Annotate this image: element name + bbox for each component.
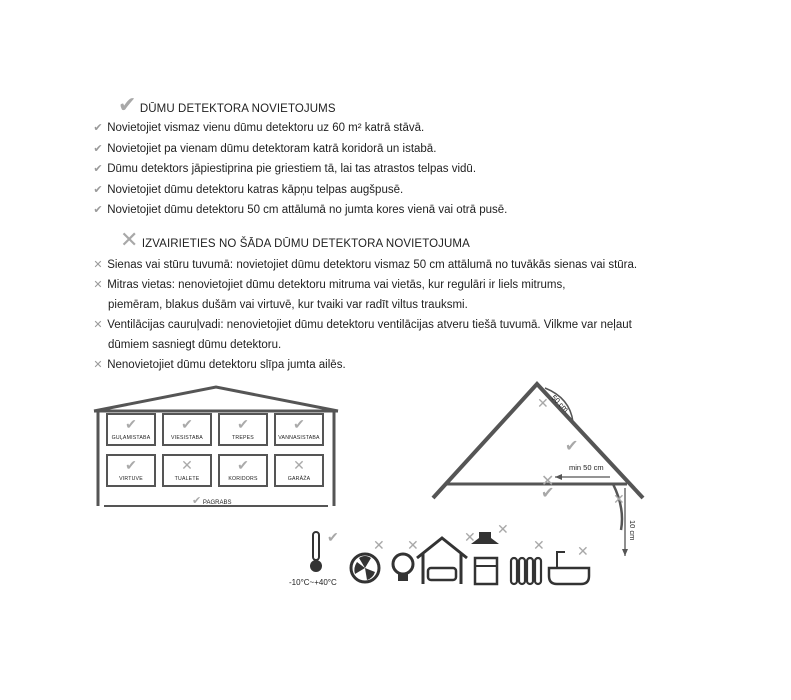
svg-text:✕: ✕ bbox=[613, 491, 625, 507]
cross-icon: ✕ bbox=[120, 227, 139, 252]
room-label: GUĻAMISTABA bbox=[111, 435, 151, 441]
list-item bbox=[92, 121, 507, 142]
basement-text: PAGRABS bbox=[202, 500, 232, 506]
basement-label bbox=[192, 494, 231, 507]
avoid-item-text: Nenovietojiet dūmu detektoru slīpa jumta ailēs. bbox=[107, 359, 346, 371]
cross-icon: ✕ bbox=[93, 359, 103, 371]
list-item bbox=[92, 203, 507, 224]
avoid-item-text: Mitras vietas: nenovietojiet dūmu detektoru mitruma vai vietās, kur regulāri ir liels mitrums, bbox=[107, 279, 566, 291]
check-icon: ✔ bbox=[192, 495, 202, 507]
check-icon: ✔ bbox=[237, 457, 249, 473]
list-item-continuation bbox=[92, 298, 637, 318]
avoid-list bbox=[92, 258, 637, 378]
check-icon: ✔ bbox=[93, 183, 103, 196]
placement-item-text: Novietojiet dūmu detektoru 50 cm attālumā no jumta kores vienā vai otrā pusē. bbox=[107, 204, 508, 216]
cross-icon: ✕ bbox=[181, 457, 193, 473]
cross-icon: ✕ bbox=[293, 457, 305, 473]
room-label: TUALETE bbox=[174, 476, 200, 482]
list-item bbox=[92, 258, 637, 278]
ridge-distance-label: 50 cm bbox=[549, 393, 571, 414]
placement-item-text: Novietojiet vismaz vienu dūmu detektoru uz 60 m² katrā stāvā. bbox=[107, 122, 425, 134]
svg-text:✕: ✕ bbox=[537, 395, 549, 411]
placement-heading bbox=[118, 92, 336, 117]
list-item bbox=[92, 278, 637, 298]
check-icon: ✔ bbox=[237, 416, 249, 432]
check-icon: ✔ bbox=[93, 122, 103, 134]
garage-icon bbox=[417, 529, 476, 584]
temperature-range-label: -10°C~+40°C bbox=[289, 578, 337, 587]
svg-text:✕: ✕ bbox=[497, 522, 509, 537]
check-icon: ✔ bbox=[118, 92, 137, 117]
thermometer-icon bbox=[310, 529, 339, 572]
placement-title: DŪMU DETEKTORA NOVIETOJUMS bbox=[139, 103, 336, 115]
avoid-item-text: dūmiem sasniegt dūmu detektoru. bbox=[108, 339, 282, 351]
placement-item-text: Novietojiet pa vienam dūmu detektoram katrā koridorā un istabā. bbox=[107, 142, 437, 155]
svg-text:✕: ✕ bbox=[541, 473, 555, 490]
cross-icon: ✕ bbox=[93, 279, 103, 291]
check-icon: ✔ bbox=[93, 142, 103, 155]
cross-icon: ✕ bbox=[93, 259, 103, 271]
avoid-item-text: Sienas vai stūru tuvumā: novietojiet dūmu detektoru vismaz 50 cm attālumā no tuvākās sienas vai stūra. bbox=[107, 259, 638, 271]
svg-text:✕: ✕ bbox=[464, 529, 476, 545]
check-icon: ✔ bbox=[125, 457, 137, 473]
svg-text:✔: ✔ bbox=[541, 485, 555, 502]
check-icon: ✔ bbox=[125, 416, 137, 432]
room-bathroom bbox=[274, 413, 324, 446]
avoid-item-text: piemēram, blakus dušām vai virtuvē, kur tvaiki var radīt viltus trauksmi. bbox=[108, 299, 468, 311]
list-item bbox=[92, 358, 637, 378]
placement-item-text: Novietojiet dūmu detektoru katras kāpņu telpas augšpusē. bbox=[107, 183, 404, 196]
avoid-heading bbox=[120, 227, 470, 252]
svg-text:✕: ✕ bbox=[577, 543, 589, 559]
room-label: VIRTUVE bbox=[119, 476, 143, 482]
room-stairs bbox=[218, 413, 268, 446]
room-label: VIESISTABA bbox=[171, 435, 203, 441]
avoid-title: IZVAIRIETIES NO ŠĀDA DŪMU DETEKTORA NOVIETOJUMA bbox=[141, 238, 470, 250]
list-item bbox=[92, 142, 507, 163]
radiator-icon bbox=[511, 537, 545, 584]
wall-distance-label: min 50 cm bbox=[569, 463, 604, 472]
room-bedroom bbox=[106, 413, 156, 446]
cross-icon: ✕ bbox=[93, 319, 103, 331]
house-diagram bbox=[92, 384, 340, 512]
bathtub-icon bbox=[549, 543, 589, 584]
room-garage bbox=[274, 454, 324, 487]
avoid-item-text: Ventilācijas cauruļvadi: nenovietojiet dūmu detektoru ventilācijas atveru tiešā tuvumā. Vilkme var neļaut bbox=[107, 319, 632, 331]
kitchen-hood-icon bbox=[471, 522, 509, 584]
room-kitchen bbox=[106, 454, 156, 487]
room-corridor bbox=[218, 454, 268, 487]
placement-item-text: Dūmu detektors jāpiestiprina pie griestiem tā, lai tas atrastos telpas vidū. bbox=[107, 163, 477, 175]
room-label: KORIDORS bbox=[228, 476, 258, 482]
svg-text:✕: ✕ bbox=[533, 537, 545, 553]
check-icon: ✔ bbox=[93, 204, 103, 216]
light-bulb-icon bbox=[393, 537, 419, 581]
svg-text:✔: ✔ bbox=[565, 438, 579, 455]
check-icon: ✔ bbox=[181, 416, 193, 432]
check-icon: ✔ bbox=[93, 163, 103, 175]
list-item bbox=[92, 318, 637, 338]
room-living-room bbox=[162, 413, 212, 446]
room-label: VANNASISTABA bbox=[278, 435, 320, 441]
fan-icon bbox=[351, 537, 385, 582]
svg-text:✔: ✔ bbox=[327, 529, 339, 545]
room-label: TREPES bbox=[232, 435, 254, 441]
svg-text:✕: ✕ bbox=[407, 537, 419, 553]
room-toilet bbox=[162, 454, 212, 487]
room-label: GARĀŽA bbox=[287, 476, 311, 482]
list-item-continuation bbox=[92, 338, 637, 358]
svg-text:✕: ✕ bbox=[373, 537, 385, 553]
list-item bbox=[92, 162, 507, 183]
check-icon: ✔ bbox=[293, 416, 305, 432]
house-roof-outline bbox=[92, 384, 340, 512]
list-item bbox=[92, 183, 507, 204]
appliance-icons-row bbox=[287, 522, 607, 602]
placement-list bbox=[92, 121, 507, 224]
vertical-distance-label: 10 cm bbox=[628, 520, 637, 541]
